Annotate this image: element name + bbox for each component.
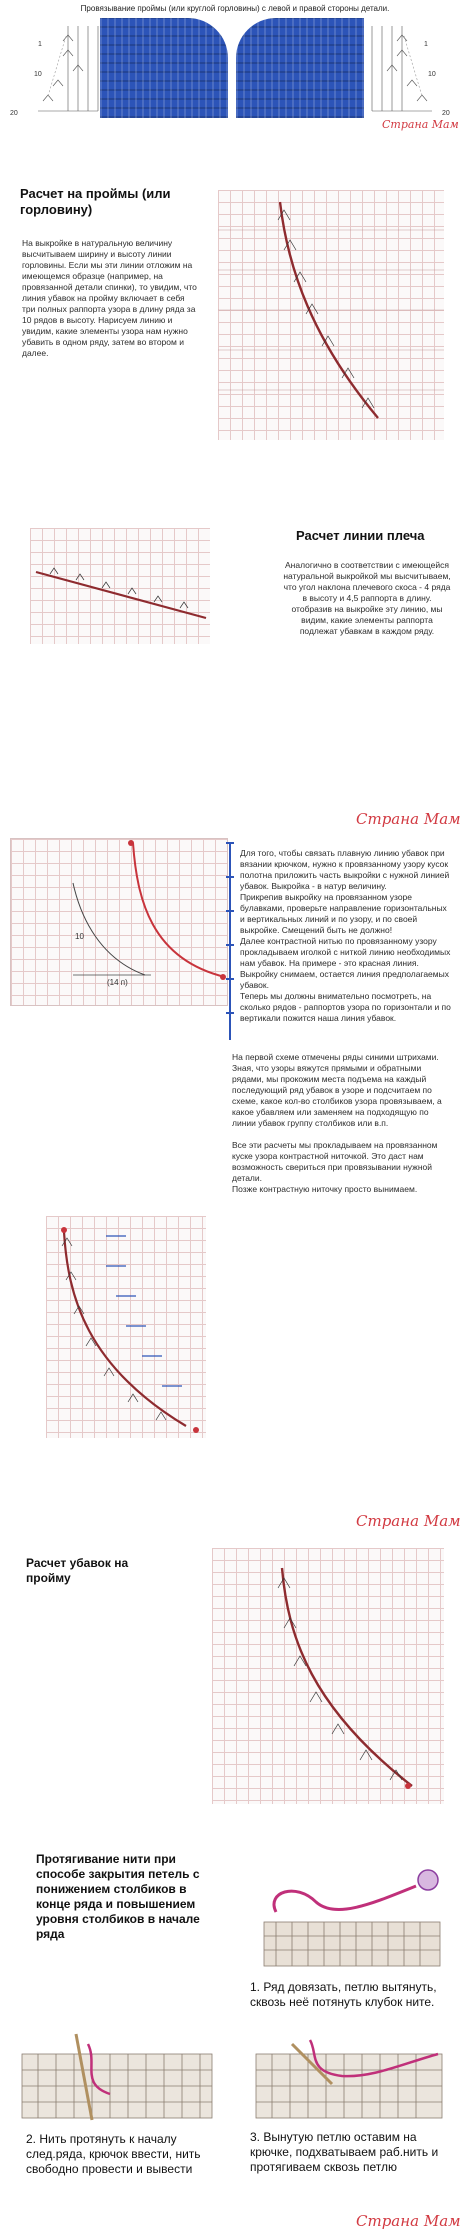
shoulder-diagram [30, 528, 210, 644]
watermark-3: Страна Мам [356, 1512, 461, 1530]
pattern-label-14: (14 п) [107, 978, 128, 987]
decrease-diagram [212, 1548, 444, 1804]
pattern-text: Для того, чтобы связать плавную линию убавок при вязании крючком, нужно к провязанному узору кусок полотна приложить часть выкройки с нужной линией убавок. Выкройка - в натур величину. Прикрепив выкройку на провязанном узоре булавками, проверьте направление горизонтальных и вертикальных линий и по узору, и по своей выкройке. Смещений быть не должно! Далее контрастной нитью по провязанному узору прокладываем иголкой с ниткой линию необходимых нам убавок. На примере - это красная линия. Выкройку снимаем, остается линия предполагаемых убавок. Теперь мы должны внимательно посмотреть, на сколько рядов - раппортов узора по горизонтали и по вертикали пожится наша линия убавок. [240, 848, 451, 1023]
right-label-1: 1 [424, 41, 428, 48]
left-stitch-diagram [8, 16, 108, 116]
armhole-title: Расчет на проймы (или горловину) [20, 186, 171, 217]
armhole-diagram-svg [218, 190, 444, 440]
pull-illustration-1-svg [256, 1862, 446, 1972]
left-diagram-svg [8, 16, 108, 116]
knitted-sample-right [236, 18, 364, 118]
watermark-4: Страна Мам [356, 2212, 461, 2230]
pull-title: Протягивание нити при способе закрытия петель с понижением столбиков в конце ряда и повышением уровня столбиков в начале ряда [36, 1852, 200, 1941]
pattern-label-10: 10 [75, 932, 84, 941]
armhole-text: На выкройке в натуральную величину высчитываем ширину и высоту линии горловины. Если мы эти линии отложим на имеющемся образце (например, на провязанной детали спинки), то увидим, что линия убавок на пройму включает в себя три полных раппорта узора в длину ряда за 10 рядов в высоту. Нарисуем линию и увидим, какие элементы узора нам нужно убавить в одном ряду, затем во втором и далее. [22, 238, 197, 358]
pull-step-3: 3. Вынутую петлю оставим на крючке, подхватываем раб.нить и протягиваем сквозь петлю [250, 2130, 439, 2174]
left-label-1: 1 [38, 41, 42, 48]
rows-text: На первой схеме отмечены ряды синими штрихами. Зная, что узоры вяжутся прямыми и обратными рядами, мы прокожим места подъема на каждый последующий ряд убавок в узоре и подсчитаем по схеме, какое кол-во столбиков узора провязываем, а какое убавляем или заменяем на подходящую по линии убавок группу столбиков или в.п. Все эти расчеты мы прокладываем на провязанном куске узора контрастной ниточкой. Это даст нам возможность свериться при провязывании нужной детали. Позже контрастную ниточку просто вынимаем. [232, 1052, 442, 1194]
left-label-20: 20 [10, 110, 18, 116]
pull-illustration-3 [252, 2024, 448, 2124]
pattern-blue-marks-svg [226, 842, 236, 1040]
knitted-sample-left [100, 18, 228, 118]
pull-step-2: 2. Нить протянуть к началу след.ряда, крючок ввести, нить свободно провести и вывести [26, 2132, 201, 2176]
pattern-diagram-svg [11, 839, 227, 1005]
armhole-diagram [218, 190, 444, 440]
page-title: Провязывание проймы (или круглой горловины) с левой и правой стороны детали. [80, 4, 390, 13]
sample-divider [228, 18, 236, 118]
pull-illustration-1 [256, 1862, 446, 1972]
rows-diagram-svg [46, 1216, 206, 1438]
decrease-title: Расчет убавок на пройму [26, 1556, 129, 1585]
right-diagram-svg [362, 16, 462, 116]
rows-diagram [46, 1216, 206, 1438]
pattern-diagram [10, 838, 228, 1006]
pattern-blue-marks [226, 842, 236, 1040]
right-stitch-diagram [362, 16, 462, 116]
pull-step-1: 1. Ряд довязать, петлю вытянуть, сквозь неё потянуть клубок ните. [250, 1980, 437, 2009]
pull-illustration-2-svg [18, 2024, 218, 2124]
watermark-2: Страна Мам [356, 810, 461, 828]
watermark-header: Страна Мам [382, 118, 459, 131]
right-label-20: 20 [442, 110, 450, 116]
shoulder-diagram-svg [30, 528, 210, 644]
shoulder-title: Расчет линии плеча [296, 528, 425, 543]
right-label-10: 10 [428, 71, 436, 78]
decrease-diagram-svg [212, 1548, 444, 1804]
left-label-10: 10 [34, 71, 42, 78]
pull-illustration-3-svg [252, 2024, 448, 2124]
pull-illustration-2 [18, 2024, 218, 2124]
shoulder-text: Аналогично в соответствии с имеющейся натуральной выкройкой мы высчитываем, что угол наклона плечевого скоса - 4 ряда в высоту и 4,5 раппорта в длину. отобразив на выкройке эту линию, мы видим, какие элементы раппорта подлежат убавкам в каждом ряду. [283, 560, 451, 636]
